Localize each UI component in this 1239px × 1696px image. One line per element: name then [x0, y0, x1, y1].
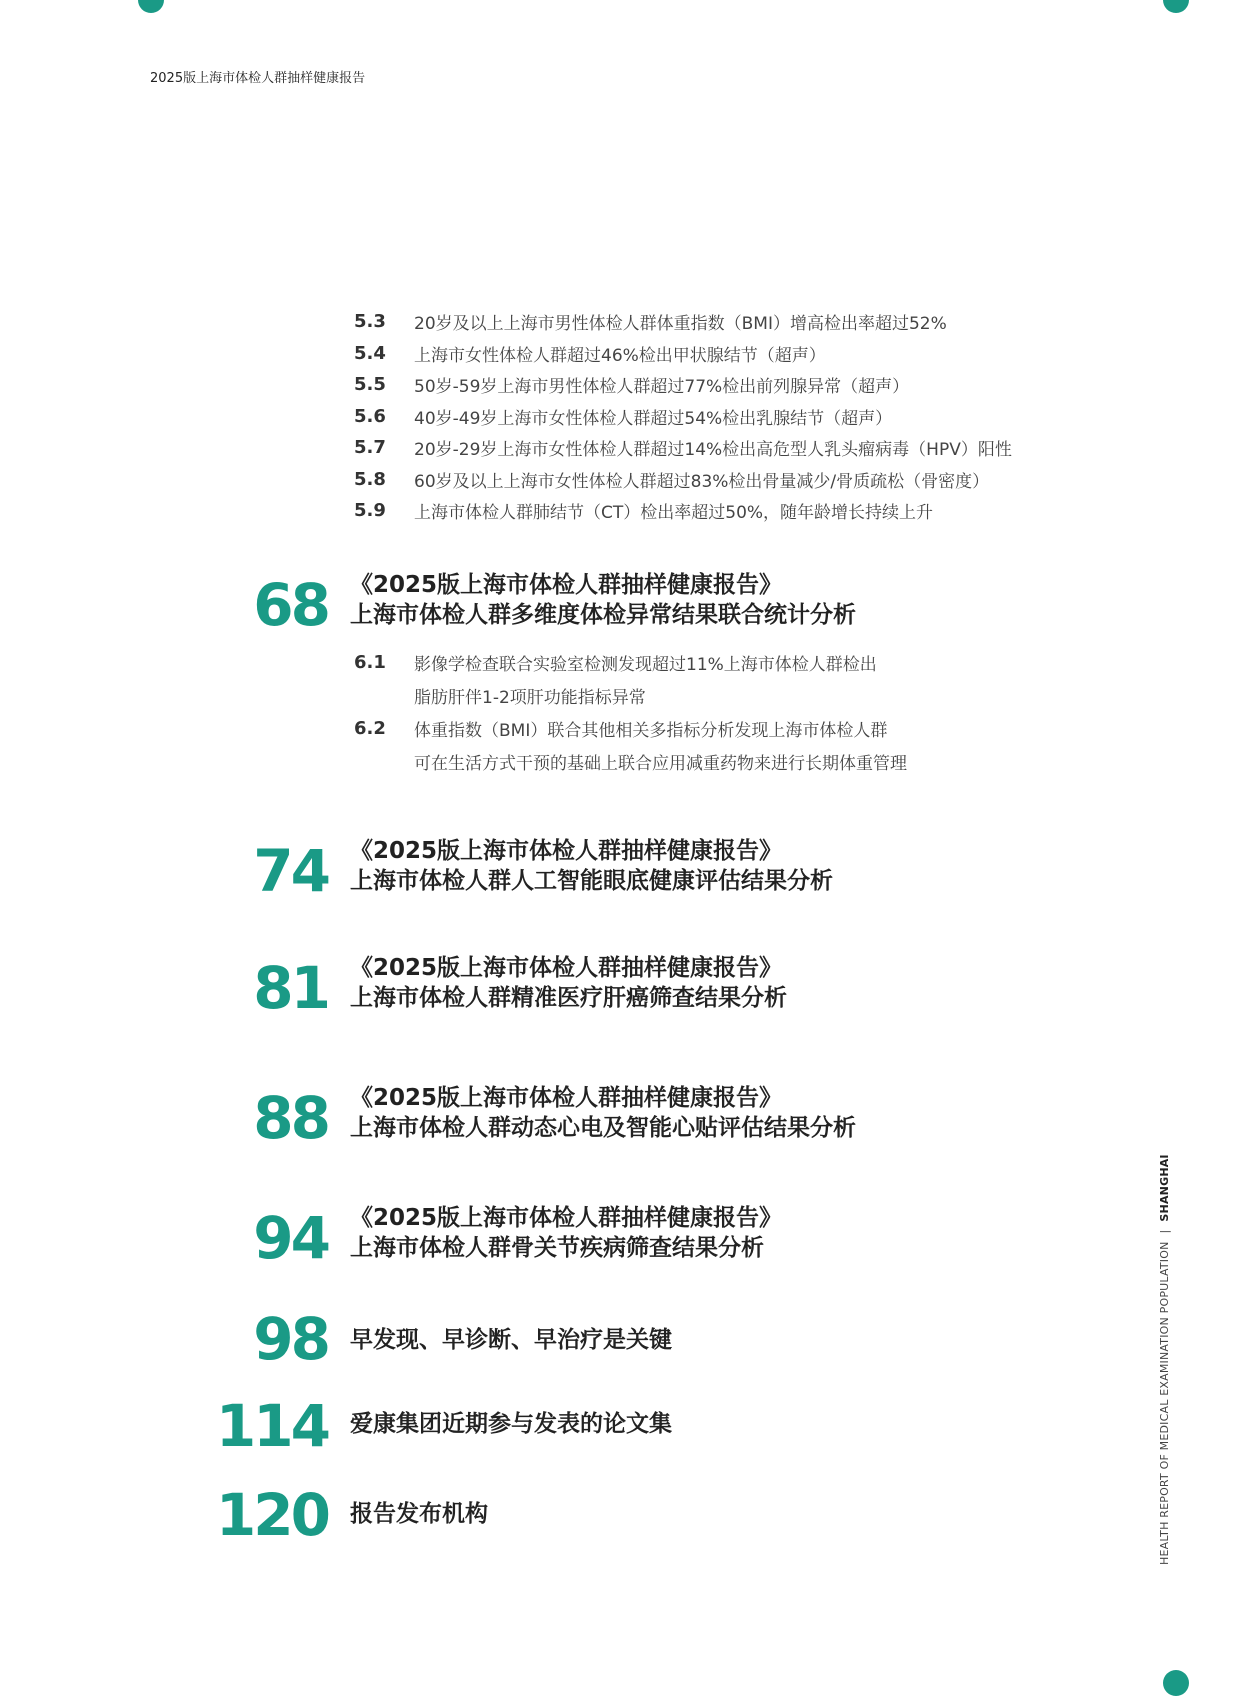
page-number: 98: [253, 1305, 328, 1373]
top-right-dot: [1163, 0, 1189, 13]
page-number: 94: [253, 1204, 328, 1272]
subitem-number: 5.7: [354, 437, 386, 459]
entry-title-line1: 《2025版上海市体检人群抽样健康报告》: [350, 838, 783, 864]
page-number: 68: [253, 571, 328, 639]
entry-title-line2: 上海市体检人群多维度体检异常结果联合统计分析: [350, 602, 856, 628]
toc-subitem[interactable]: [354, 401, 1012, 433]
page-number: 120: [215, 1481, 328, 1549]
subitem-number: 5.9: [354, 500, 386, 522]
page-number: 74: [253, 837, 328, 905]
running-header: 2025版上海市体检人群抽样健康报告: [150, 71, 366, 86]
entry-title-line2: 上海市体检人群精准医疗肝癌筛查结果分析: [350, 985, 787, 1011]
subitem-number: 6.1: [354, 652, 386, 673]
bottom-right-dot: [1163, 1670, 1189, 1696]
top-left-dot: [138, 0, 164, 13]
subitem-text: 20岁-29岁上海市女性体检人群超过14%检出高危型人乳头瘤病毒（HPV）阳性: [414, 440, 1012, 461]
subitem-text: 体重指数（BMI）联合其他相关多指标分析发现上海市体检人群: [414, 721, 888, 741]
subitem-text-cont: 可在生活方式干预的基础上联合应用减重药物来进行长期体重管理: [414, 754, 907, 774]
side-vertical-label: [1158, 1154, 1171, 1565]
subitem-text: 50岁-59岁上海市男性体检人群超过77%检出前列腺异常（超声）: [414, 377, 910, 398]
toc-subitem[interactable]: [354, 369, 1012, 401]
toc-subitem[interactable]: [354, 495, 1012, 527]
section-5-subitems: [354, 306, 1012, 527]
subitem-number: 5.4: [354, 342, 386, 364]
entry-title-line2: 上海市体检人群骨关节疾病筛查结果分析: [350, 1235, 764, 1261]
entry-title-line2: 上海市体检人群动态心电及智能心贴评估结果分析: [350, 1115, 856, 1141]
page-number: 114: [215, 1392, 328, 1460]
section-6-subitems: [354, 646, 907, 778]
page-number: 81: [253, 954, 328, 1022]
entry-title-line1: 《2025版上海市体检人群抽样健康报告》: [350, 955, 783, 981]
subitem-text-cont: 脂肪肝伴1-2项肝功能指标异常: [414, 688, 646, 708]
toc-subitem[interactable]: [354, 432, 1012, 464]
toc-subitem[interactable]: [354, 306, 1012, 338]
subitem-text: 20岁及以上上海市男性体检人群体重指数（BMI）增高检出率超过52%: [414, 314, 947, 335]
toc-subitem[interactable]: [354, 646, 907, 712]
side-city: SHANGHAI: [1158, 1154, 1171, 1222]
subitem-text: 60岁及以上上海市女性体检人群超过83%检出骨量减少/骨质疏松（骨密度）: [414, 471, 990, 492]
subitem-text: 40岁-49岁上海市女性体检人群超过54%检出乳腺结节（超声）: [414, 408, 893, 429]
subitem-number: 5.3: [354, 311, 386, 333]
entry-title: 早发现、早诊断、早治疗是关键: [350, 1327, 672, 1353]
entry-title-line1: 《2025版上海市体检人群抽样健康报告》: [350, 572, 783, 598]
subitem-number: 5.6: [354, 405, 386, 427]
entry-title: 爱康集团近期参与发表的论文集: [350, 1411, 672, 1437]
page-number: 88: [253, 1084, 328, 1152]
subitem-text: 上海市女性体检人群超过46%检出甲状腺结节（超声）: [414, 345, 826, 366]
subitem-number: 5.8: [354, 468, 386, 490]
entry-title-line1: 《2025版上海市体检人群抽样健康报告》: [350, 1085, 783, 1111]
subitem-number: 6.2: [354, 718, 386, 739]
subitem-text: 上海市体检人群肺结节（CT）检出率超过50%，随年龄增长持续上升: [414, 503, 934, 524]
entry-title-line2: 上海市体检人群人工智能眼底健康评估结果分析: [350, 868, 833, 894]
entry-title: 报告发布机构: [350, 1501, 488, 1527]
side-separator: |: [1158, 1229, 1171, 1234]
subitem-number: 5.5: [354, 374, 386, 396]
toc-subitem[interactable]: [354, 712, 907, 778]
subitem-text: 影像学检查联合实验室检测发现超过11%上海市体检人群检出: [414, 655, 877, 675]
toc-subitem[interactable]: [354, 464, 1012, 496]
toc-subitem[interactable]: [354, 338, 1012, 370]
side-label-text: HEALTH REPORT OF MEDICAL EXAMINATION POPULATION: [1158, 1241, 1171, 1565]
entry-title-line1: 《2025版上海市体检人群抽样健康报告》: [350, 1205, 783, 1231]
